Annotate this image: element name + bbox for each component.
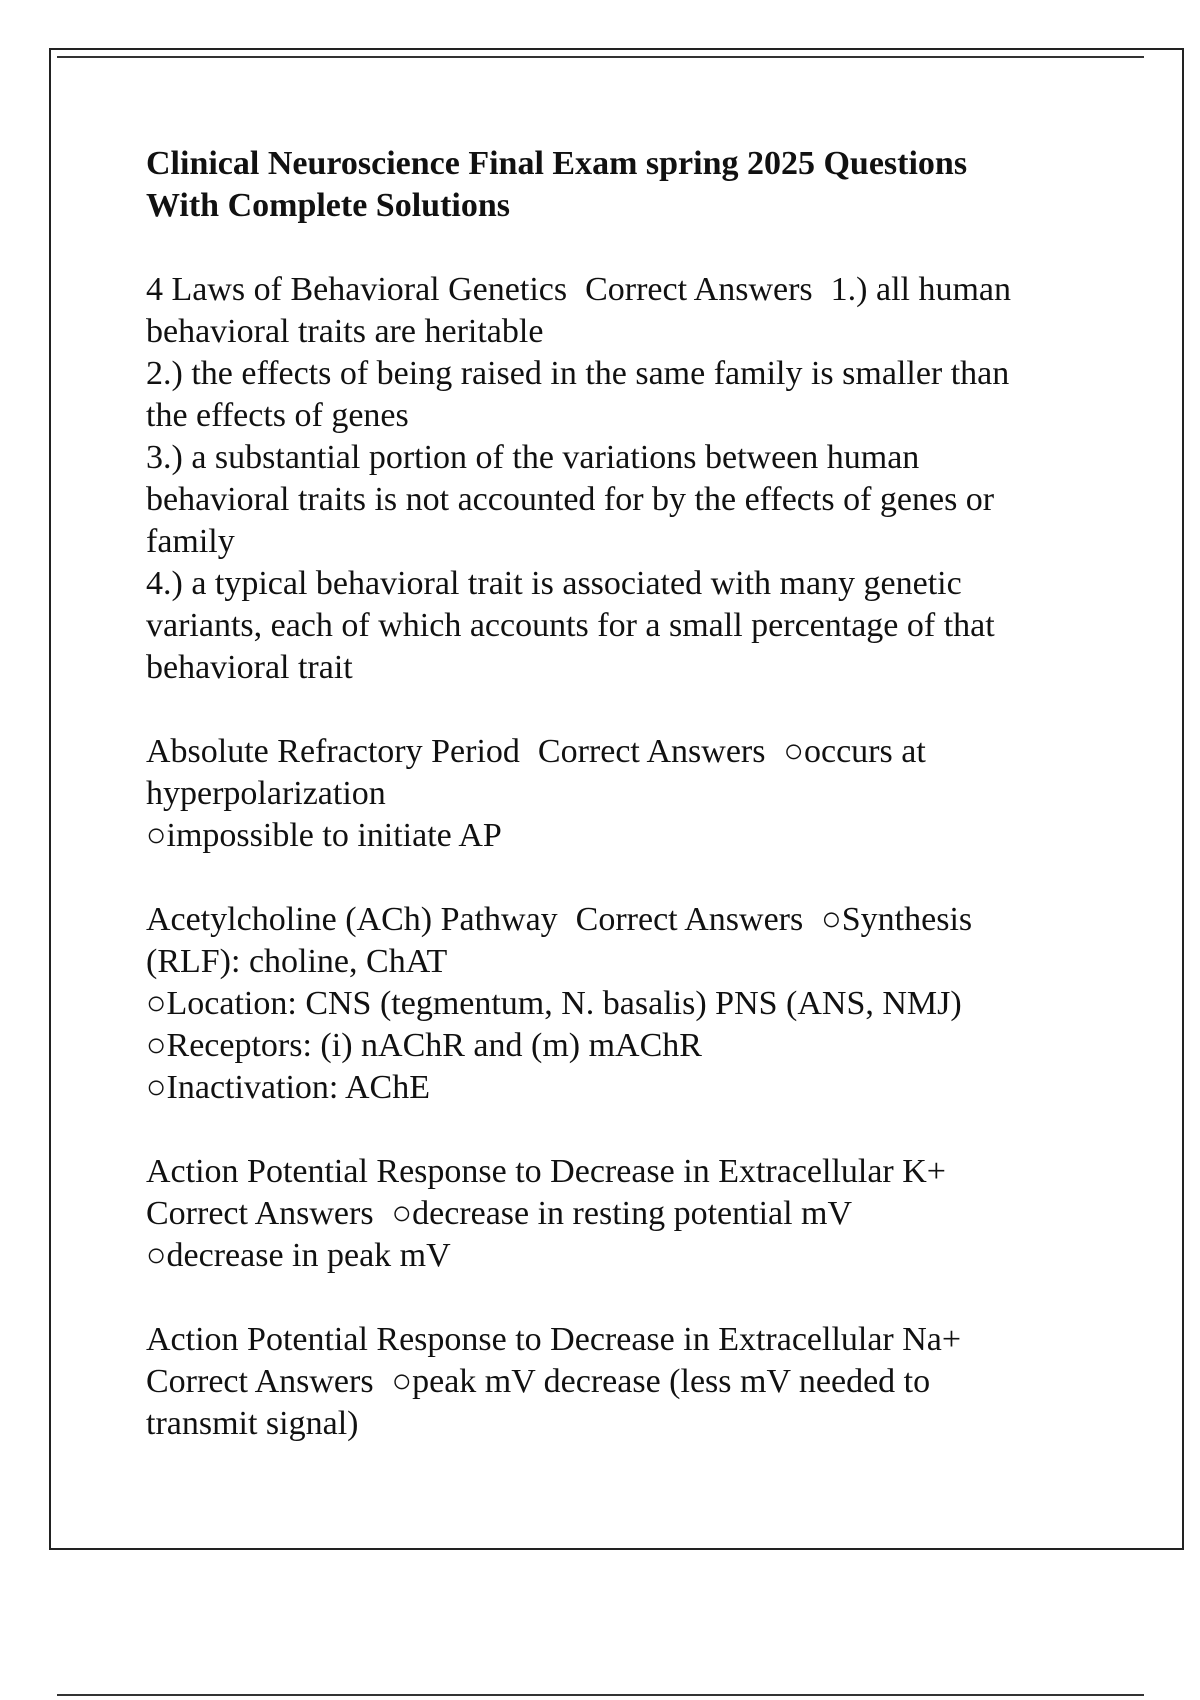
entry-answer-label: Correct Answers	[146, 1195, 374, 1232]
qa-entry	[146, 899, 1106, 1109]
entry-first-line	[146, 269, 1106, 311]
entry-answer-line: ○Receptors: (i) nAChR and (m) mAChR	[146, 1027, 702, 1064]
entry-answer-line: the effects of genes	[146, 397, 409, 434]
title-line-1: Clinical Neuroscience Final Exam spring 2025 Questions	[146, 145, 968, 182]
entry-term: Absolute Refractory Period	[146, 733, 520, 770]
entry-answer-line: ○Inactivation: AChE	[146, 1069, 430, 1106]
document-content	[146, 143, 1106, 1487]
entry-answer-line: ○decrease in resting potential mV	[391, 1195, 853, 1232]
entry-term: Action Potential Response to Decrease in Extracellular K+	[146, 1153, 946, 1190]
entry-answer-line: hyperpolarization	[146, 775, 386, 812]
entry-answer-line: (RLF): choline, ChAT	[146, 943, 448, 980]
qa-entry	[146, 1319, 1106, 1445]
entry-second-line	[146, 1361, 1106, 1403]
entry-answer-line: ○Synthesis	[821, 901, 973, 938]
entry-answer-line: 3.) a substantial portion of the variations between human	[146, 439, 920, 476]
entry-answer-line: ○decrease in peak mV	[146, 1237, 451, 1274]
entry-answer-line: transmit signal)	[146, 1405, 359, 1442]
qa-entry	[146, 1151, 1106, 1277]
page-title	[146, 143, 1106, 227]
bottom-rule	[57, 1694, 1144, 1696]
entry-term: Action Potential Response to Decrease in Extracellular Na+	[146, 1321, 962, 1358]
entry-answer-line: ○occurs at	[783, 733, 926, 770]
entry-answer-line: ○Location: CNS (tegmentum, N. basalis) PNS (ANS, NMJ)	[146, 985, 962, 1022]
entry-answer-line: 4.) a typical behavioral trait is associated with many genetic	[146, 565, 962, 602]
entry-answer-line: behavioral traits is not accounted for by the effects of genes or	[146, 481, 995, 518]
entry-answer-label: Correct Answers	[585, 271, 813, 308]
entry-second-line	[146, 1193, 1106, 1235]
entry-answer-line: 2.) the effects of being raised in the same family is smaller than	[146, 355, 1010, 392]
entry-answer-line: family	[146, 523, 235, 560]
entry-term: 4 Laws of Behavioral Genetics	[146, 271, 568, 308]
entry-answer-line: 1.) all human	[830, 271, 1011, 308]
entry-first-line	[146, 731, 1106, 773]
entry-term: Acetylcholine (ACh) Pathway	[146, 901, 558, 938]
entry-answer-line: behavioral traits are heritable	[146, 313, 544, 350]
entry-answer-label: Correct Answers	[146, 1363, 374, 1400]
entry-answer-line: ○impossible to initiate AP	[146, 817, 502, 854]
title-line-2: With Complete Solutions	[146, 187, 510, 224]
entry-first-line	[146, 899, 1106, 941]
qa-entry	[146, 731, 1106, 857]
qa-entry	[146, 269, 1106, 689]
entry-answer-label: Correct Answers	[575, 901, 804, 938]
entry-answer-label: Correct Answers	[537, 733, 766, 770]
entry-answer-line: behavioral trait	[146, 649, 353, 686]
entry-answer-line: variants, each of which accounts for a small percentage of that	[146, 607, 995, 644]
entry-answer-line: ○peak mV decrease (less mV needed to	[391, 1363, 931, 1400]
